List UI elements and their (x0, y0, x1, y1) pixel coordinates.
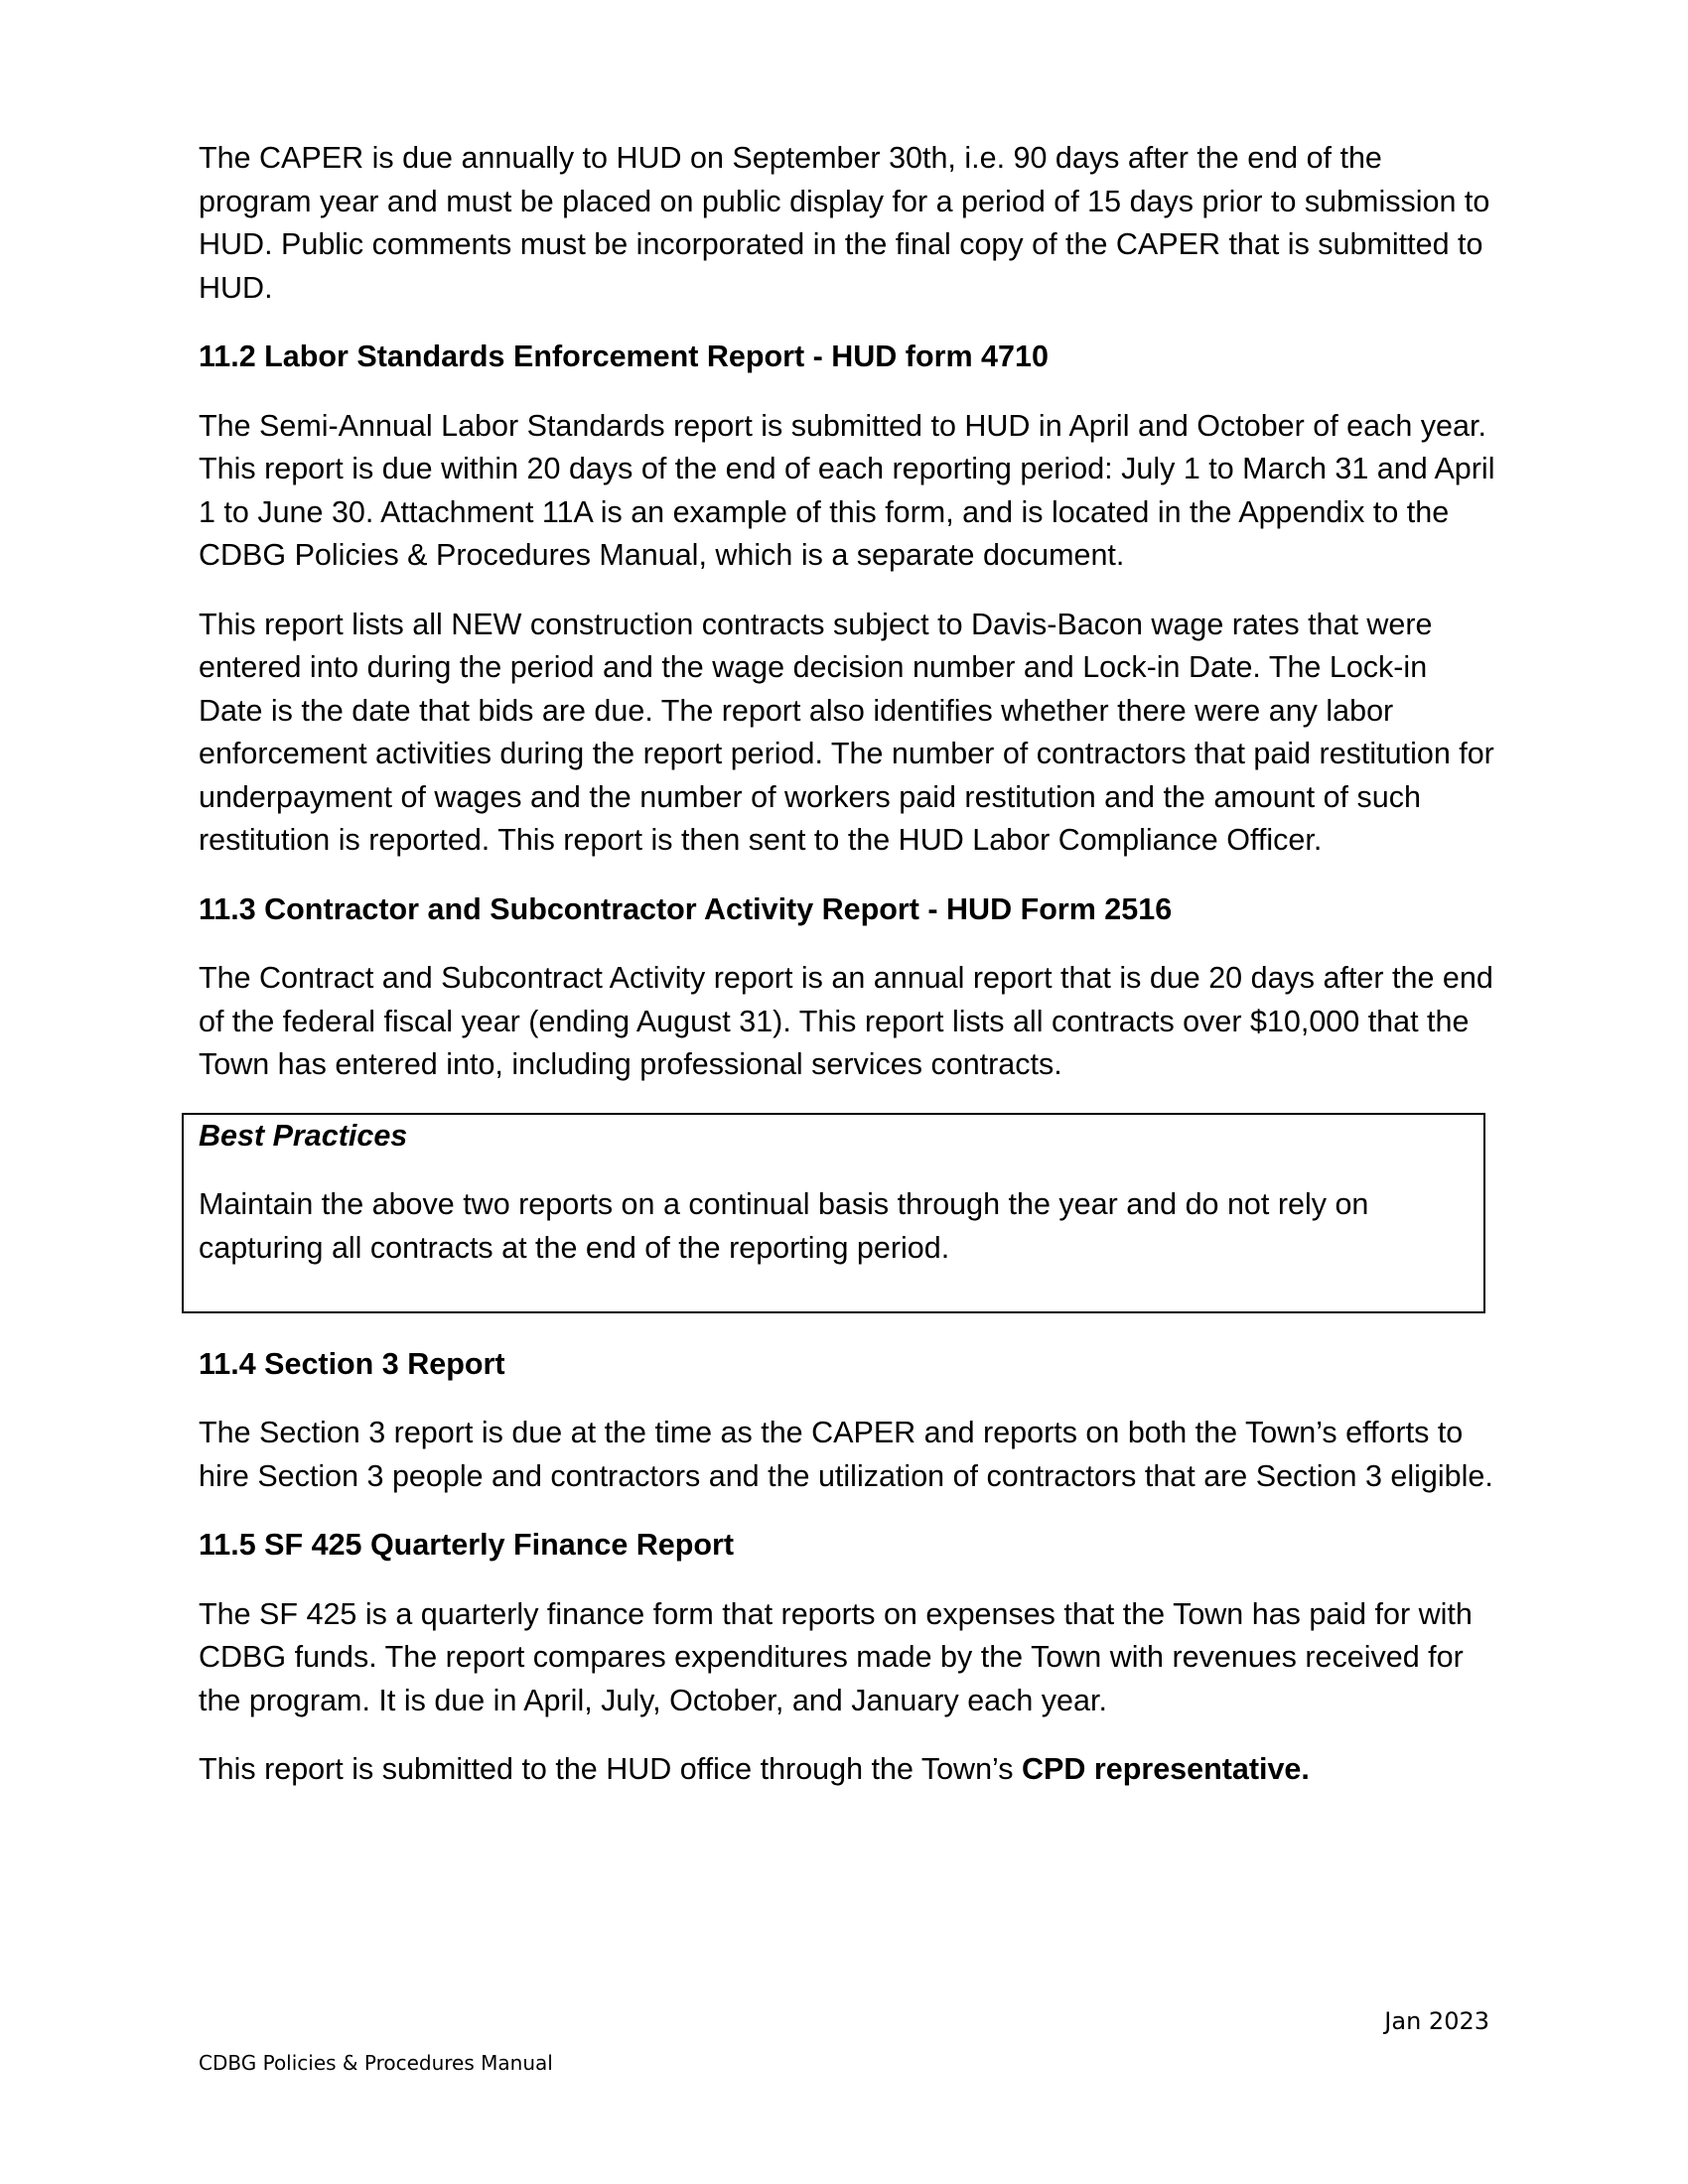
section-11-5-paragraph-1: The SF 425 is a quarterly finance form that reports on expenses that the Town has paid for with CDBG funds. The report compares expenditures made by the Town with revenues received for the program. It is due in April, July, October, and January each year. (199, 1596, 1473, 1717)
caper-paragraph: The CAPER is due annually to HUD on September 30th, i.e. 90 days after the end of the program year and must be placed on public display for a period of 15 days prior to submission to HUD. Public comments must be incorporated in the final copy of the CAPER that is submitted to HUD. (199, 141, 1490, 305)
section-11-4-heading: 11.4 Section 3 Report (199, 1346, 505, 1381)
section-11-5-paragraph-2-text: This report is submitted to the HUD office through the Town’s (199, 1752, 1022, 1786)
best-practices-title: Best Practices (199, 1118, 408, 1153)
section-11-3-heading: 11.3 Contractor and Subcontractor Activity Report - HUD Form 2516 (199, 891, 1173, 926)
section-11-5-heading: 11.5 SF 425 Quarterly Finance Report (199, 1528, 735, 1562)
footer-manual-title: CDBG Policies & Procedures Manual (199, 2051, 553, 2075)
best-practices-text: Maintain the above two reports on a continual basis through the year and do not rely on capturing all contracts at the end of the reporting period. (199, 1187, 1369, 1265)
section-11-3-paragraph: The Contract and Subcontract Activity report is an annual report that is due 20 days after the end of the federal fiscal year (ending August 31). This report lists all contracts over $10,000 that the Town has entered into, including professional services contracts. (199, 961, 1493, 1081)
section-11-2-heading: 11.2 Labor Standards Enforcement Report - HUD form 4710 (199, 340, 1049, 373)
section-11-2-paragraph-2: This report lists all NEW construction contracts subject to Davis-Bacon wage rates that were entered into during the period and the wage decision number and Lock-in Date. The Lock-in Date is the date that bids are due. The report also identifies whether there were any labor enforcement activities during the report period. The number of contractors that paid restitution for underpayment of wages and the number of workers paid restitution and the amount of such restitution is reported. This report is then sent to the HUD Labor Compliance Officer. (199, 607, 1494, 857)
section-11-4-paragraph: The Section 3 report is due at the time as the CAPER and reports on both the Town’s efforts to hire Section 3 people and contractors and the utilization of contractors that are Section 3 eligible. (199, 1416, 1493, 1493)
section-11-2-paragraph-1: The Semi-Annual Labor Standards report is submitted to HUD in April and October of each year. This report is due within 20 days of the end of each reporting period: July 1 to March 31 and April 1 to June 30. Attachment 11A is an example of this form, and is located in the Appendix to the CDBG Policies & Procedures Manual, which is a separate document. (199, 408, 1495, 572)
section-11-5-paragraph-2 (199, 1748, 1499, 1792)
best-practices-box (182, 1113, 1485, 1313)
cpd-representative-text: CPD representative. (1022, 1752, 1310, 1786)
document-page (199, 137, 1499, 1792)
footer-date: Jan 2023 (1384, 2007, 1489, 2035)
